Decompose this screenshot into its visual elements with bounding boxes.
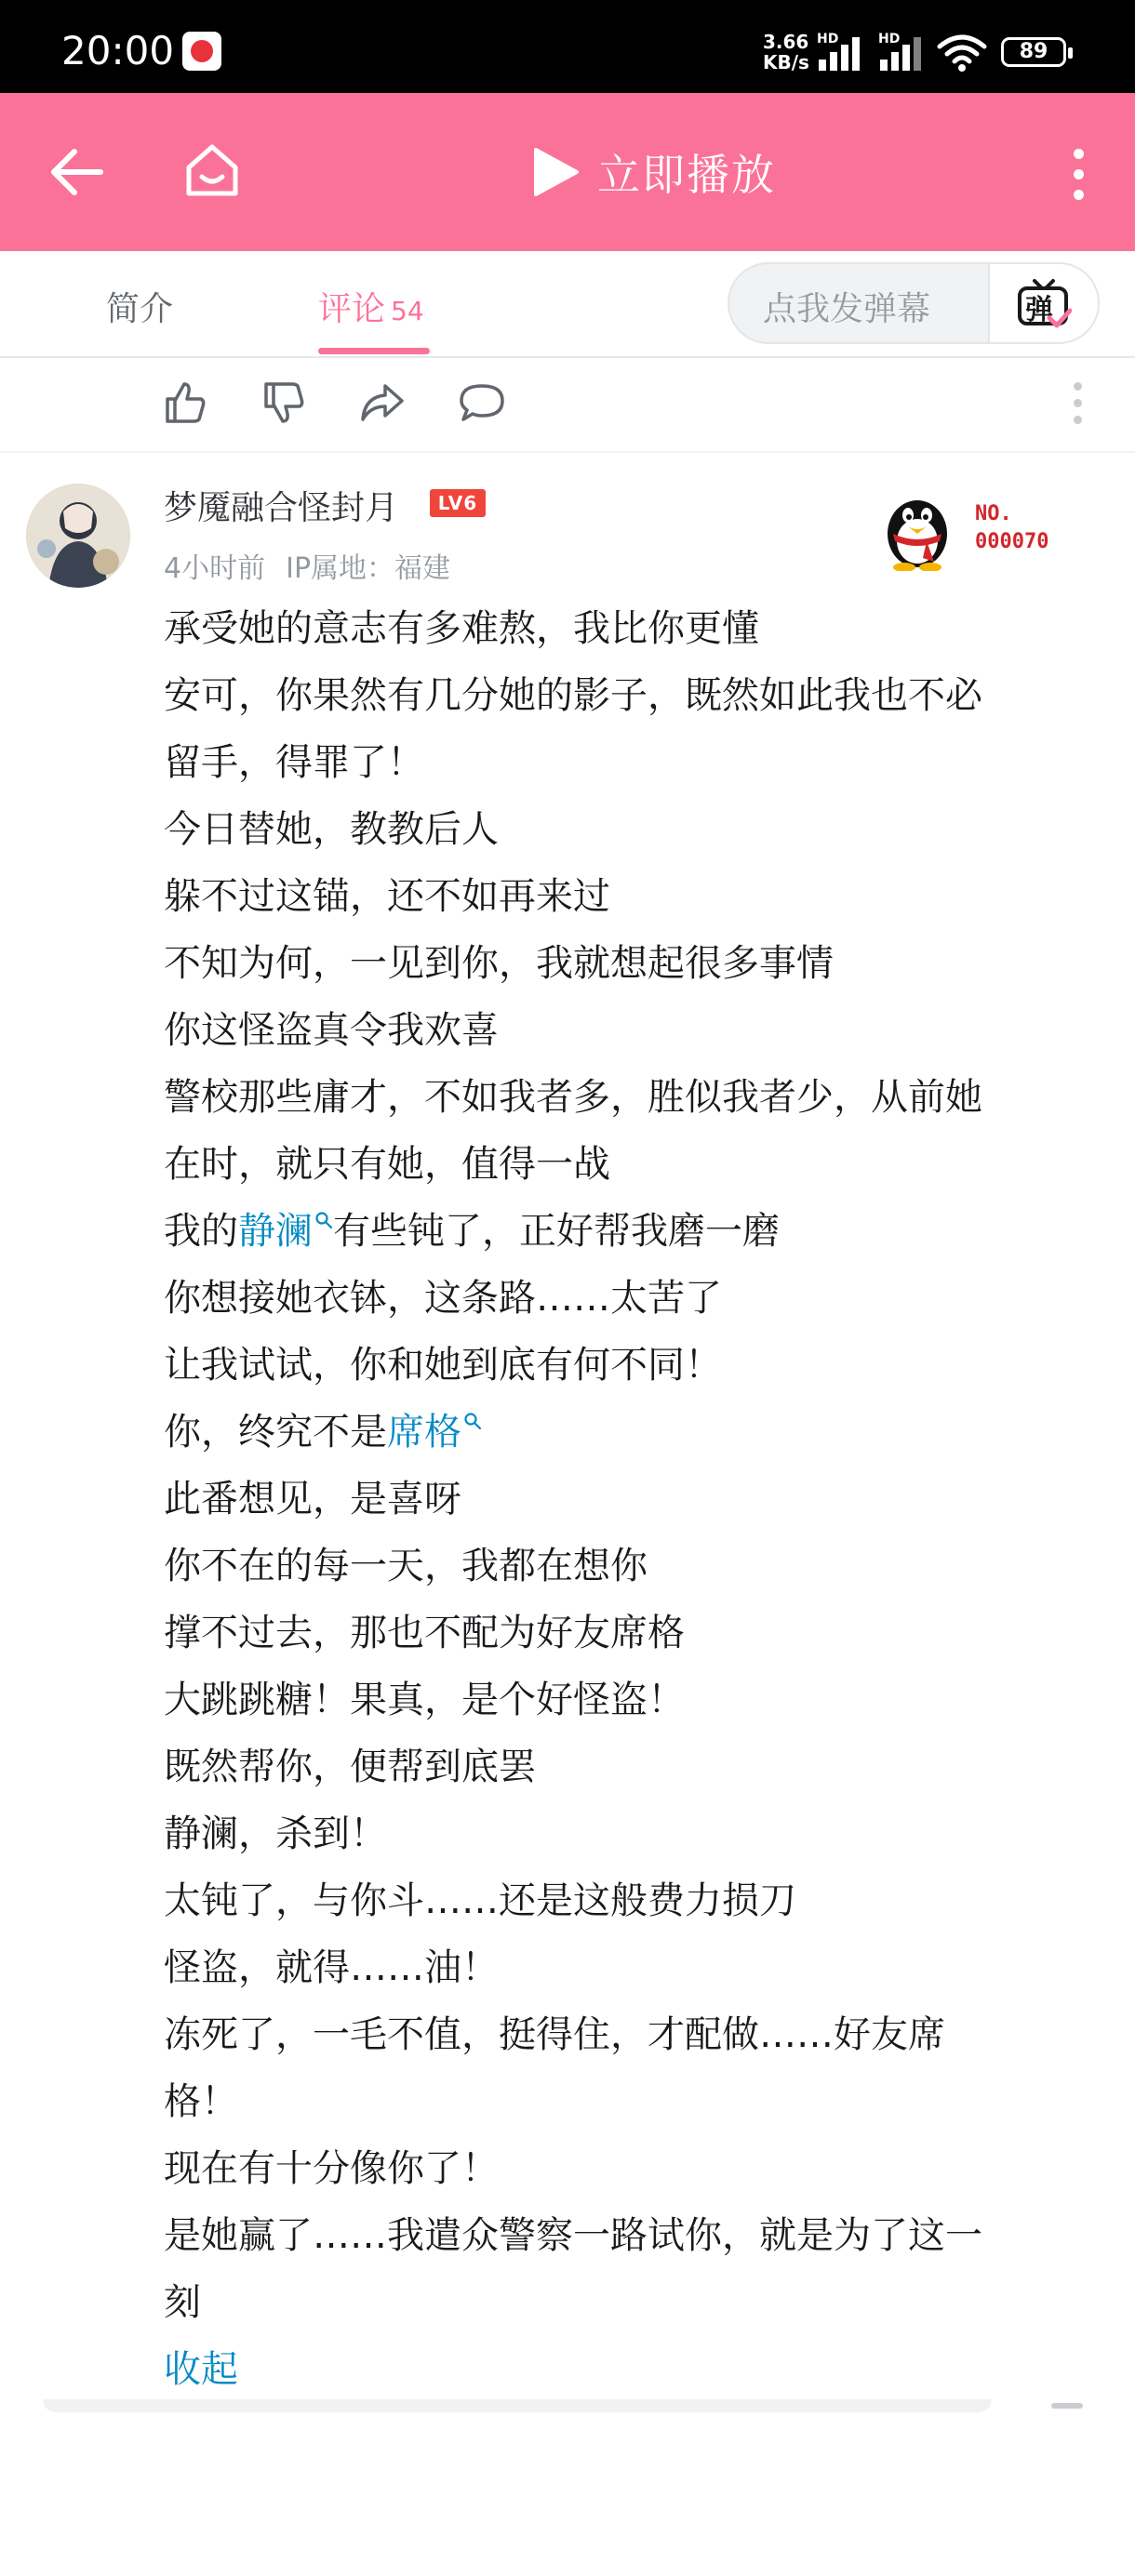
scroll-indicator [1051,2403,1083,2409]
signal-icon-1 [819,33,867,71]
danmaku-char: 弹 [1025,294,1053,326]
notification-app-icon [182,32,221,71]
battery-indicator: 89 [1001,37,1066,67]
comment-line: 你，终究不是席格 [164,1399,1094,1466]
comment-line: 大跳跳糖！果真，是个好怪盗！ [164,1679,685,1721]
like-icon[interactable] [160,378,208,427]
share-icon[interactable] [357,378,406,427]
comment-line: 既然帮你，便帮到底罢 [164,1746,536,1788]
comment-line: 留手，得罪了！ [164,741,424,784]
search-icon[interactable] [314,1211,333,1229]
status-time: 20:00 [61,28,175,73]
comment-line: 今日替她，教教后人 [164,808,499,851]
danmaku-toggle-button[interactable] [988,264,1098,344]
play-now-button[interactable] [527,139,776,205]
hd-label-2: HD [878,32,901,46]
more-menu-icon[interactable] [1061,147,1098,203]
comment-username[interactable]: 梦魇融合怪封月 [164,489,399,527]
comment-line: 冻死了，一毛不值，挺得住，才配做……好友席 [164,2013,945,2056]
comment-line: 安可，你果然有几分她的影子，既然如此我也不必 [164,674,982,717]
comment-line: 躲不过这锚，还不如再来过 [164,875,610,918]
fan-badge-number: NO. 000070 [975,502,1049,553]
comment-line: 让我试试，你和她到底有何不同！ [164,1344,722,1387]
comment-more-icon[interactable] [1072,380,1085,425]
video-header-bar [0,93,1135,251]
comment-line: 是她赢了……我遣众警察一路试你，就是为了这一 [164,2214,982,2257]
status-bar [0,0,1135,93]
tab-bar [0,251,1135,358]
comment-line: 你不在的每一天，我都在想你 [164,1545,648,1587]
tab-intro[interactable]: 简介 [106,290,174,328]
comment-count: 54 [391,296,424,326]
danmaku-input-box[interactable] [728,262,1100,344]
comment-line: 太钝了，与你斗……还是这般费力损刀 [164,1879,796,1922]
play-icon [527,144,582,200]
hd-label-1: HD [817,32,839,46]
search-icon[interactable] [463,1412,482,1430]
comment-line: 警校那些庸才，不如我者多，胜似我者少，从前她 [164,1076,982,1119]
tab-comments[interactable] [318,283,424,330]
comment-line: 静澜，杀到！ [164,1812,387,1855]
signal-icon-2 [880,33,928,71]
home-icon[interactable] [181,139,243,201]
comment-line: 你这怪盗真令我欢喜 [164,1009,499,1052]
comment-line: 在时，就只有她，值得一战 [164,1143,610,1186]
back-arrow-icon[interactable] [47,144,112,200]
comment-line: 怪盗，就得……油！ [164,1946,499,1989]
qq-penguin-icon [880,487,955,571]
tab-comments-label: 评论 [318,290,386,328]
network-speed: 3.66 KB/s [763,31,809,73]
active-tab-indicator [318,348,430,354]
comment-text [164,595,1094,2403]
ip-location: IP属地：福建 [286,552,451,585]
collapse-button[interactable]: 收起 [164,2348,238,2391]
comment-line: 承受她的意志有多难熬，我比你更懂 [164,607,759,650]
comment-line: 不知为何，一见到你，我就想起很多事情 [164,942,834,985]
comment-line: 我的静澜 有些钝了，正好帮我磨一磨 [164,1210,780,1253]
comment-time: 4小时前 [164,552,266,585]
comment-line: 格！ [164,2080,238,2123]
comment-card-bottom [43,2399,992,2412]
comment-line: 现在有十分像你了！ [164,2147,499,2190]
search-keyword-link[interactable]: 席格 [387,1411,461,1454]
previous-comment-actions [0,358,1135,453]
wifi-icon [936,32,988,73]
avatar[interactable] [26,484,130,588]
reply-icon[interactable] [458,378,506,427]
comment-line: 撑不过去，那也不配为好友席格 [164,1612,685,1654]
level-badge: LV6 [430,489,486,517]
comment-line: 你想接她衣钵，这条路……太苦了 [164,1277,722,1320]
dislike-icon[interactable] [259,378,307,427]
avatar-image [26,484,130,588]
danmaku-placeholder[interactable]: 点我发弹幕 [763,290,931,328]
search-keyword-link[interactable]: 静澜 [238,1210,313,1253]
comment-line: 此番想见，是喜呀 [164,1478,461,1520]
comment-meta [164,545,450,586]
comment-line: 刻 [164,2281,201,2324]
play-now-label: 立即播放 [597,150,776,200]
